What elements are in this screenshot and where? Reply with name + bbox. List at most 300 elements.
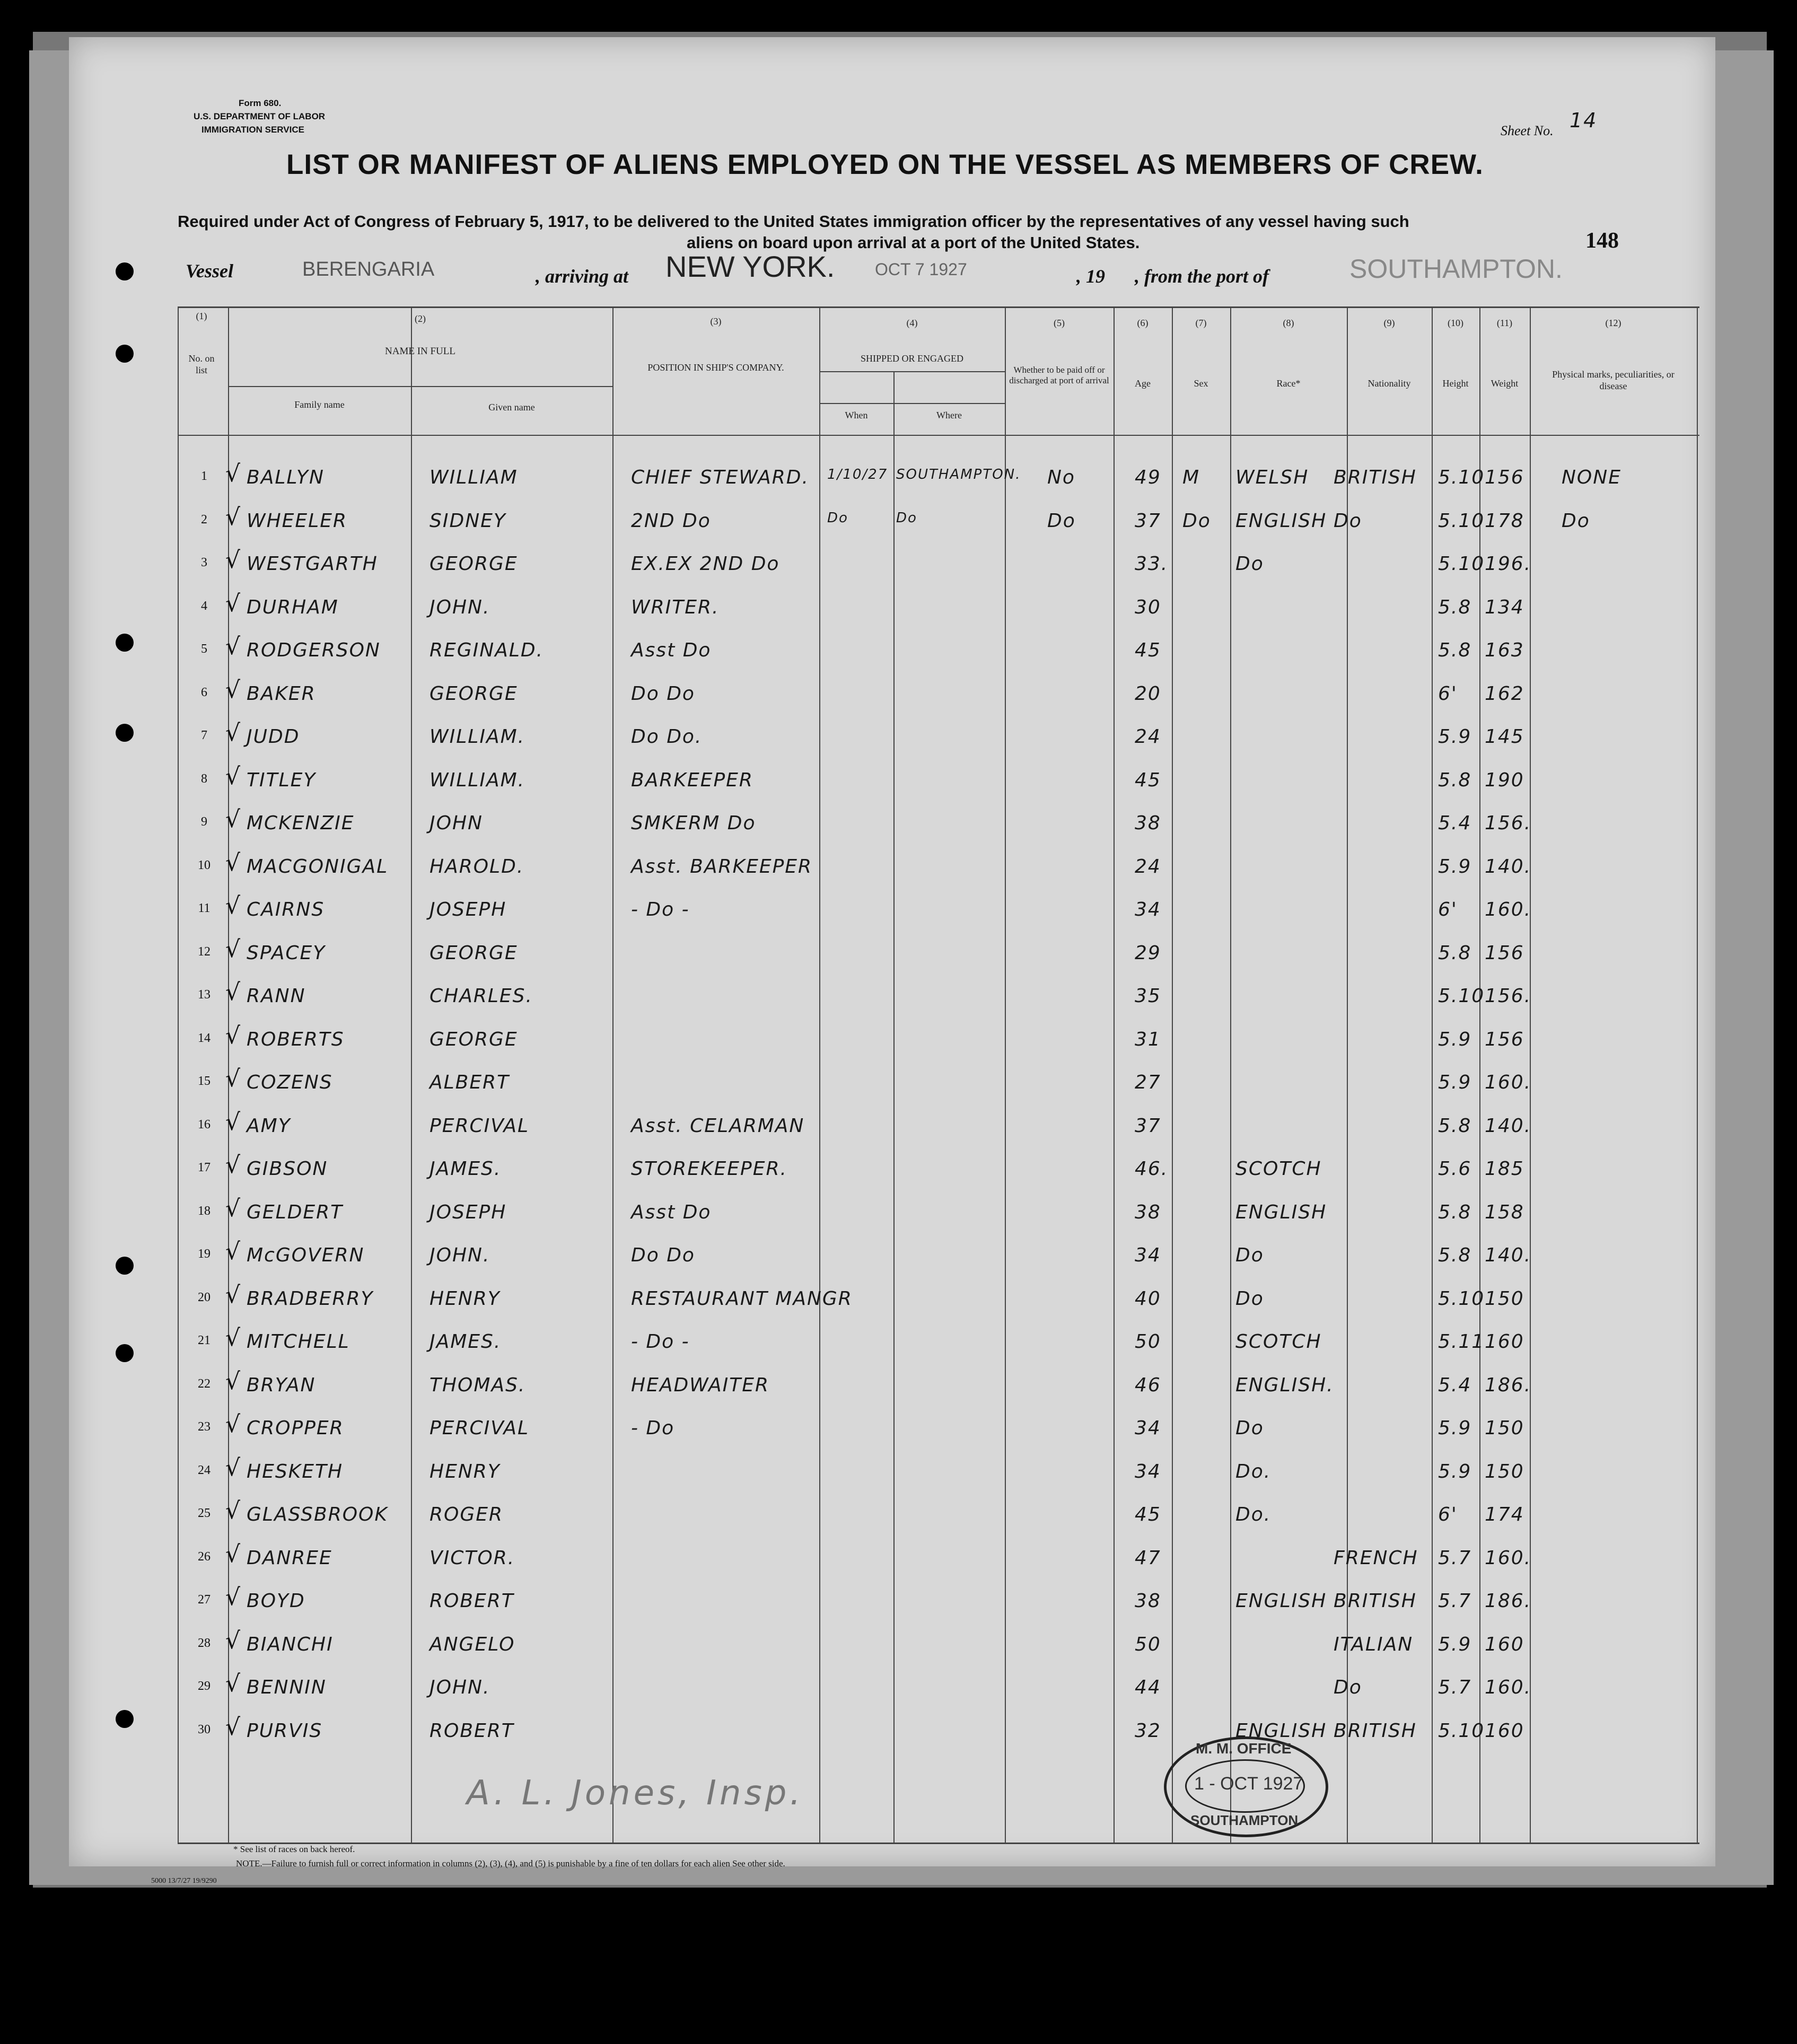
paid-off: No — [1047, 467, 1075, 488]
age: 50 — [1135, 1331, 1161, 1353]
age: 46 — [1135, 1374, 1161, 1396]
weight: 160 — [1485, 1633, 1524, 1655]
stamp-bottom-text: SOUTHAMPTON — [1190, 1812, 1299, 1828]
age: 34 — [1135, 1460, 1161, 1482]
weight: 160 — [1485, 1331, 1524, 1353]
check-mark-icon: √ — [225, 503, 241, 531]
position: STOREKEEPER. — [631, 1158, 787, 1180]
col1-number: (1) — [196, 311, 207, 321]
family-name: GELDERT — [247, 1201, 344, 1223]
age: 45 — [1135, 769, 1161, 791]
row-number: 22 — [198, 1376, 211, 1391]
family-name: RODGERSON — [247, 639, 381, 661]
family-name: SPACEY — [247, 942, 326, 964]
subheader-rule — [819, 403, 1005, 404]
col4a-header: When — [845, 410, 868, 420]
given-name: JAMES. — [429, 1331, 502, 1353]
table-bottom-border — [178, 1843, 1699, 1844]
position: CHIEF STEWARD. — [631, 467, 809, 488]
column-rule — [612, 308, 613, 1843]
family-name: BAKER — [247, 682, 316, 705]
col8-header: Race* — [1276, 378, 1301, 389]
row-number: 8 — [201, 771, 207, 786]
given-name: ROBERT — [429, 1720, 514, 1742]
col2a-header: Family name — [294, 399, 345, 410]
age: 37 — [1135, 510, 1161, 532]
weight: 140. — [1485, 855, 1532, 878]
print-code: 5000 13/7/27 19/9290 — [151, 1877, 217, 1885]
age: 37 — [1135, 1115, 1161, 1137]
row-number: 26 — [198, 1549, 211, 1564]
family-name: MITCHELL — [247, 1331, 350, 1353]
age: 50 — [1135, 1633, 1161, 1655]
position: Asst Do — [631, 1201, 712, 1223]
col12-header: Physical marks, peculiarities, or disease — [1552, 369, 1675, 391]
check-mark-icon: √ — [225, 1022, 241, 1049]
family-name: McGOVERN — [247, 1244, 365, 1266]
given-name: ROBERT — [429, 1590, 514, 1612]
age: 38 — [1135, 1590, 1161, 1612]
given-name: HENRY — [429, 1287, 501, 1310]
age: 34 — [1135, 899, 1161, 920]
check-mark-icon: √ — [225, 1411, 241, 1438]
check-mark-icon: √ — [225, 633, 241, 660]
weight: 163 — [1485, 639, 1524, 661]
given-name: HENRY — [429, 1460, 501, 1482]
check-mark-icon: √ — [225, 460, 241, 487]
given-name: GEORGE — [429, 682, 518, 705]
height: 5.9 — [1438, 855, 1472, 878]
given-name: WILLIAM — [429, 467, 518, 488]
physical-marks: NONE — [1562, 467, 1621, 488]
check-mark-icon: √ — [225, 1627, 241, 1654]
check-mark-icon: √ — [225, 590, 241, 617]
height: 5.10 — [1438, 1720, 1485, 1742]
col9-number: (9) — [1383, 318, 1395, 328]
binder-hole — [116, 1257, 134, 1275]
family-name: PURVIS — [247, 1720, 323, 1742]
row-number: 16 — [198, 1117, 211, 1131]
arrival-date-stamp: OCT 7 1927 — [875, 260, 967, 279]
column-rule — [1230, 308, 1231, 1843]
row-number: 15 — [198, 1074, 211, 1088]
row-number: 23 — [198, 1420, 211, 1434]
given-name: CHARLES. — [429, 985, 533, 1007]
family-name: BENNIN — [247, 1677, 327, 1698]
nationality: FRENCH — [1334, 1547, 1418, 1569]
sheet-number: 14 — [1570, 109, 1598, 132]
weight: 140. — [1485, 1115, 1532, 1137]
height: 5.8 — [1438, 1115, 1472, 1137]
race: Do — [1235, 1287, 1264, 1310]
check-mark-icon: √ — [225, 1195, 241, 1222]
binder-hole — [116, 724, 134, 742]
row-number: 21 — [198, 1334, 211, 1347]
height: 6' — [1438, 899, 1458, 920]
given-name: JOHN. — [429, 1677, 490, 1698]
row-number: 6 — [201, 685, 207, 699]
binder-hole — [116, 634, 134, 652]
sex: Do — [1182, 510, 1211, 532]
row-number: 13 — [198, 988, 211, 1002]
paid-off: Do — [1047, 510, 1076, 532]
page-number: 148 — [1585, 229, 1619, 253]
column-rule — [1479, 308, 1480, 1843]
weight: 160. — [1485, 1547, 1532, 1569]
family-name: AMY — [247, 1115, 291, 1137]
age: 35 — [1135, 985, 1161, 1007]
family-name: DANREE — [247, 1547, 332, 1569]
race: SCOTCH — [1235, 1158, 1322, 1180]
family-name: BIANCHI — [247, 1633, 334, 1655]
given-name: ALBERT — [429, 1072, 510, 1093]
age: 45 — [1135, 639, 1161, 661]
column-rule — [819, 308, 820, 1843]
family-name: RANN — [247, 985, 306, 1007]
subtitle-line-2: aliens on board upon arrival at a port of the United States. — [687, 233, 1140, 252]
row-number: 30 — [198, 1722, 211, 1736]
col5-header: Whether to be paid off or discharged at port of arrival — [1009, 365, 1109, 385]
weight: 190 — [1485, 769, 1524, 791]
race: WELSH — [1235, 467, 1309, 488]
age: 32 — [1135, 1720, 1161, 1742]
check-mark-icon: √ — [225, 1065, 241, 1092]
position: Asst Do — [631, 639, 712, 661]
age: 45 — [1135, 1504, 1161, 1525]
age: 40 — [1135, 1287, 1161, 1310]
position: - Do - — [631, 1331, 690, 1353]
height: 5.8 — [1438, 1201, 1472, 1223]
given-name: ROGER — [429, 1504, 504, 1525]
family-name: HESKETH — [247, 1460, 344, 1482]
race: Do — [1235, 553, 1264, 575]
position: EX.EX 2ND Do — [631, 553, 780, 575]
col6-number: (6) — [1137, 318, 1149, 328]
subheader-rule — [228, 386, 612, 387]
height: 5.10 — [1438, 1287, 1485, 1310]
weight: 134 — [1485, 596, 1524, 618]
row-number: 11 — [198, 901, 211, 915]
race: SCOTCH — [1235, 1331, 1322, 1353]
position: Do Do. — [631, 726, 703, 748]
binder-hole — [116, 1710, 134, 1728]
family-name: CAIRNS — [247, 899, 325, 920]
from-port-label: , from the port of — [1135, 266, 1269, 287]
row-number: 10 — [198, 858, 211, 872]
row-number: 20 — [198, 1290, 211, 1304]
row-number: 14 — [198, 1031, 211, 1045]
subtitle-line-1: Required under Act of Congress of February 5, 1917, to be delivered to the United States immigration officer by the representatives of any vessel having such — [178, 212, 1409, 231]
height: 5.9 — [1438, 1460, 1472, 1482]
position: Do Do — [631, 1244, 695, 1266]
race: ENGLISH — [1235, 1590, 1327, 1612]
position: BARKEEPER — [631, 769, 753, 791]
check-mark-icon: √ — [225, 1713, 241, 1741]
given-name: JOHN — [429, 812, 483, 834]
height: 5.10 — [1438, 553, 1485, 575]
given-name: ANGELO — [429, 1633, 515, 1655]
family-name: DURHAM — [247, 596, 339, 618]
col6-header: Age — [1135, 378, 1151, 389]
height: 5.8 — [1438, 769, 1472, 791]
check-mark-icon: √ — [225, 1281, 241, 1309]
family-name: JUDD — [247, 726, 300, 748]
column-rule — [178, 308, 179, 1843]
height: 5.8 — [1438, 942, 1472, 964]
height: 5.8 — [1438, 1244, 1472, 1266]
form-number: Form 680. — [239, 98, 282, 108]
nationality: BRITISH — [1334, 1720, 1417, 1742]
given-name: VICTOR. — [429, 1547, 515, 1569]
check-mark-icon: √ — [225, 676, 241, 704]
weight: 156. — [1485, 812, 1532, 834]
family-name: BOYD — [247, 1590, 305, 1612]
given-name: JOHN. — [429, 1244, 490, 1266]
check-mark-icon: √ — [225, 1497, 241, 1524]
height: 5.10 — [1438, 510, 1485, 532]
age: 30 — [1135, 596, 1161, 618]
height: 5.7 — [1438, 1590, 1472, 1612]
shipped-when: 1/10/27 — [827, 467, 888, 483]
row-number: 29 — [198, 1679, 211, 1693]
col9-header: Nationality — [1368, 378, 1411, 389]
nationality: Do — [1334, 1677, 1362, 1698]
age: 31 — [1135, 1028, 1161, 1050]
col8-number: (8) — [1283, 318, 1294, 328]
column-rule — [1432, 308, 1433, 1843]
row-number: 5 — [201, 642, 207, 656]
family-name: MACGONIGAL — [247, 855, 389, 878]
age: 24 — [1135, 726, 1161, 748]
height: 5.8 — [1438, 596, 1472, 618]
nationality: ITALIAN — [1334, 1633, 1414, 1655]
physical-marks: Do — [1562, 510, 1590, 532]
race: Do — [1235, 1244, 1264, 1266]
col10-header: Height — [1442, 378, 1469, 389]
given-name: JOSEPH — [429, 1201, 507, 1223]
age: 44 — [1135, 1677, 1161, 1698]
given-name: THOMAS. — [429, 1374, 526, 1396]
check-mark-icon: √ — [225, 762, 241, 790]
age: 27 — [1135, 1072, 1161, 1093]
given-name: GEORGE — [429, 942, 518, 964]
weight: 160 — [1485, 1720, 1524, 1742]
binder-hole — [116, 262, 134, 280]
col11-number: (11) — [1496, 318, 1513, 328]
col1-header: No. on list — [188, 353, 215, 375]
weight: 160. — [1485, 899, 1532, 920]
given-name: REGINALD. — [429, 639, 544, 661]
age: 38 — [1135, 812, 1161, 834]
position: WRITER. — [631, 596, 720, 618]
footnote-penalty: NOTE.—Failure to furnish full or correct information in columns (2), (3), (4), and (5) is punishable by a fine of ten dollars for each alien See other side. — [236, 1858, 785, 1868]
nationality: BRITISH — [1334, 467, 1417, 488]
weight: 160. — [1485, 1072, 1532, 1093]
height: 5.9 — [1438, 1633, 1472, 1655]
family-name: WHEELER — [247, 510, 347, 532]
check-mark-icon: √ — [225, 849, 241, 876]
family-name: MCKENZIE — [247, 812, 355, 834]
sex: M — [1182, 467, 1200, 488]
age: 46. — [1135, 1158, 1169, 1180]
height: 6' — [1438, 1504, 1458, 1525]
race: ENGLISH — [1235, 1720, 1327, 1742]
position: Do Do — [631, 682, 695, 705]
height: 5.7 — [1438, 1547, 1472, 1569]
family-name: TITLEY — [247, 769, 317, 791]
age: 34 — [1135, 1244, 1161, 1266]
weight: 160. — [1485, 1677, 1532, 1698]
check-mark-icon: √ — [225, 1238, 241, 1265]
row-number: 3 — [201, 556, 207, 569]
position: 2ND Do — [631, 510, 711, 532]
given-name: PERCIVAL — [429, 1417, 530, 1439]
header-bottom-border — [178, 435, 1699, 436]
col10-number: (10) — [1448, 318, 1463, 328]
row-number: 27 — [198, 1593, 211, 1607]
check-mark-icon: √ — [225, 892, 241, 919]
weight: 156 — [1485, 1028, 1524, 1050]
height: 5.7 — [1438, 1677, 1472, 1698]
col2-header: NAME IN FULL — [385, 346, 455, 357]
check-mark-icon: √ — [225, 806, 241, 833]
stamp-top-text: M. M. OFFICE — [1196, 1740, 1292, 1757]
given-name: WILLIAM. — [429, 726, 525, 748]
weight: 186. — [1485, 1590, 1532, 1612]
given-name: SIDNEY — [429, 510, 506, 532]
age: 34 — [1135, 1417, 1161, 1439]
row-number: 9 — [201, 815, 207, 829]
weight: 185 — [1485, 1158, 1524, 1180]
column-rule — [411, 308, 412, 1843]
vessel-label: Vessel — [186, 260, 233, 282]
race: ENGLISH. — [1235, 1374, 1334, 1396]
col2b-header: Given name — [488, 402, 535, 413]
position: Asst. CELARMAN — [631, 1115, 805, 1137]
given-name: GEORGE — [429, 1028, 518, 1050]
row-number: 19 — [198, 1247, 211, 1261]
arriving-port: NEW YORK. — [665, 250, 835, 283]
position: - Do — [631, 1417, 675, 1439]
col5-number: (5) — [1054, 318, 1065, 328]
given-name: JAMES. — [429, 1158, 502, 1180]
row-number: 25 — [198, 1506, 211, 1520]
family-name: GLASSBROOK — [247, 1504, 388, 1525]
col7-header: Sex — [1194, 378, 1208, 389]
col3-header: POSITION IN SHIP'S COMPANY. — [647, 362, 784, 373]
service-name: IMMIGRATION SERVICE — [201, 125, 304, 135]
col4b-header: Where — [936, 410, 962, 420]
age: 49 — [1135, 467, 1161, 488]
height: 6' — [1438, 682, 1458, 705]
family-name: BRADBERRY — [247, 1287, 374, 1310]
check-mark-icon: √ — [225, 935, 241, 963]
row-number: 12 — [198, 944, 211, 959]
subheader-rule — [819, 371, 1005, 372]
check-mark-icon: √ — [225, 720, 241, 747]
height: 5.4 — [1438, 812, 1472, 834]
family-name: COZENS — [247, 1072, 333, 1093]
shipped-when: Do — [827, 510, 848, 526]
height: 5.6 — [1438, 1158, 1472, 1180]
nationality: Do — [1334, 510, 1362, 532]
column-rule — [1697, 308, 1698, 1843]
department-name: U.S. DEPARTMENT OF LABOR — [194, 111, 326, 121]
row-number: 28 — [198, 1636, 211, 1650]
check-mark-icon: √ — [225, 1152, 241, 1179]
row-number: 1 — [201, 469, 207, 483]
inspector-signature: A. L. Jones, Insp. — [467, 1774, 804, 1813]
row-number: 24 — [198, 1463, 211, 1477]
column-rule — [1347, 308, 1348, 1843]
age: 20 — [1135, 682, 1161, 705]
height: 5.9 — [1438, 726, 1472, 748]
age: 24 — [1135, 855, 1161, 878]
column-rule — [1114, 308, 1115, 1843]
weight: 196. — [1485, 553, 1532, 575]
weight: 186. — [1485, 1374, 1532, 1396]
given-name: JOHN. — [429, 596, 490, 618]
shipped-where: SOUTHAMPTON. — [896, 467, 1021, 483]
height: 5.9 — [1438, 1417, 1472, 1439]
column-rule — [1005, 308, 1006, 1843]
from-port: SOUTHAMPTON. — [1349, 254, 1563, 284]
col11-header: Weight — [1491, 378, 1519, 389]
check-mark-icon: √ — [225, 547, 241, 574]
position: SMKERM Do — [631, 812, 756, 834]
row-number: 17 — [198, 1161, 211, 1174]
position: HEADWAITER — [631, 1374, 769, 1396]
footnote-races: * See list of races on back hereof. — [233, 1844, 355, 1854]
row-number: 4 — [201, 599, 207, 613]
height: 5.9 — [1438, 1028, 1472, 1050]
nationality: BRITISH — [1334, 1590, 1417, 1612]
check-mark-icon: √ — [225, 1108, 241, 1136]
stamp-date: 1 - OCT 1927 — [1194, 1774, 1303, 1794]
weight: 174 — [1485, 1504, 1524, 1525]
given-name: JOSEPH — [429, 899, 507, 920]
sheet-label: Sheet No. — [1501, 123, 1554, 138]
check-mark-icon: √ — [225, 979, 241, 1006]
height: 5.11 — [1438, 1331, 1485, 1353]
position: RESTAURANT MANGR — [631, 1287, 853, 1310]
age: 47 — [1135, 1547, 1161, 1569]
weight: 145 — [1485, 726, 1524, 748]
col4-header: SHIPPED OR ENGAGED — [860, 353, 963, 364]
race: Do. — [1235, 1460, 1272, 1482]
race: Do. — [1235, 1504, 1272, 1525]
family-name: CROPPER — [247, 1417, 344, 1439]
check-mark-icon: √ — [225, 1540, 241, 1568]
race: ENGLISH — [1235, 1201, 1327, 1223]
weight: 162 — [1485, 682, 1524, 705]
weight: 178 — [1485, 510, 1524, 532]
weight: 158 — [1485, 1201, 1524, 1223]
family-name: WESTGARTH — [247, 553, 378, 575]
family-name: BRYAN — [247, 1374, 316, 1396]
row-number: 2 — [201, 512, 207, 527]
vessel-name: BERENGARIA — [302, 258, 435, 280]
race: Do — [1235, 1417, 1264, 1439]
col7-number: (7) — [1195, 318, 1207, 328]
family-name: BALLYN — [247, 467, 325, 488]
height: 5.10 — [1438, 985, 1485, 1007]
row-number: 7 — [201, 729, 207, 742]
weight: 140. — [1485, 1244, 1532, 1266]
weight: 156. — [1485, 985, 1532, 1007]
age: 29 — [1135, 942, 1161, 964]
binder-hole — [116, 1344, 134, 1362]
